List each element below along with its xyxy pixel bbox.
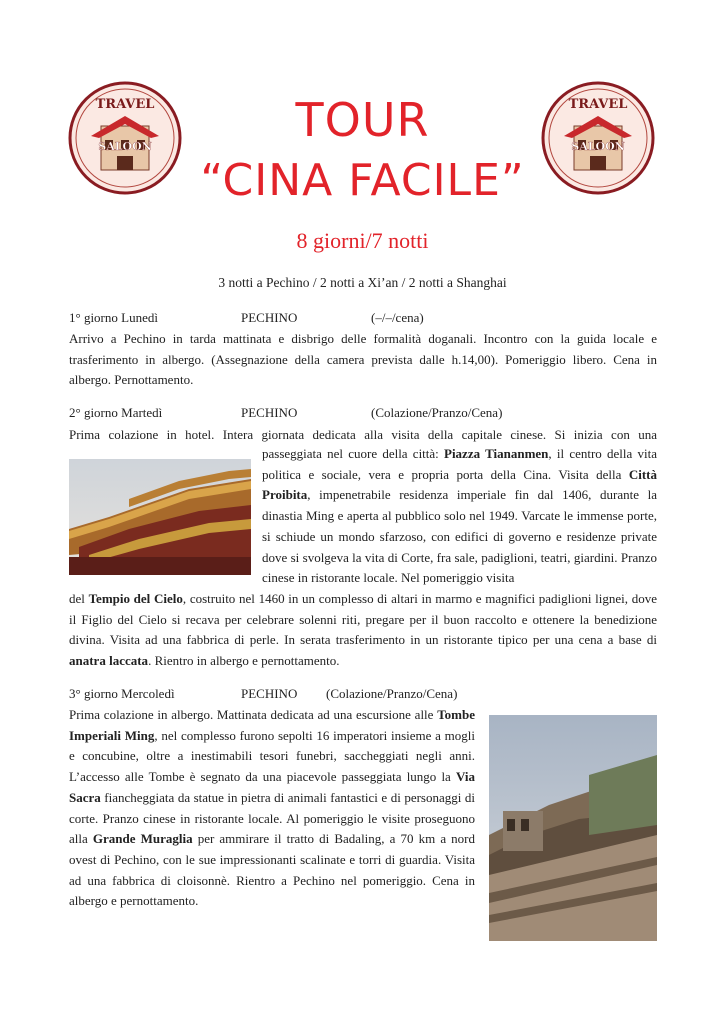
text-run: per ammirare il tratto di Badaling, a 70 km a nord ovest di Pechino, con le sue impressionanti scalinate e torri di guardia. Visita ad una fabbrica di cloisonnè. Rientro a Pechino nel pomeriggio. Cena in albergo e pernottamento. [69, 831, 476, 909]
day-3-header [69, 686, 669, 704]
day-1-label: 1° giorno Lunedì [69, 310, 158, 325]
logo-saloon-text: SALOON [98, 140, 152, 153]
tour-title: TOUR [295, 93, 430, 147]
logo-travel-text: TRAVEL [95, 97, 155, 112]
text-run: passeggiata nel cuore della città: [262, 446, 444, 461]
day-2-meals: (Colazione/Pranzo/Cena) [371, 405, 503, 420]
day-2-label: 2° giorno Martedì [69, 405, 163, 420]
day-2-header [69, 405, 669, 423]
highlighted-place: Via Sacra [69, 769, 475, 805]
text-run: Arrivo a Pechino in tarda mattinata e disbrigo delle formalità doganali. Incontro con la guida locale e trasferimento in albergo. (Assegnazione della camera prevista dalle h.14,00). Pomeriggio libero. Cena in albergo. Pernottamento. [69, 331, 657, 388]
great-wall-photo [489, 715, 657, 941]
logo-saloon-text: SALOON [571, 140, 625, 153]
day-3-label: 3° giorno Mercoledì [69, 686, 175, 701]
highlighted-place: Piazza Tiananmen [444, 446, 549, 461]
tour-nights-summary: 3 notti a Pechino / 2 notti a Xi’an / 2 notti a Shanghai [218, 275, 507, 290]
tour-name: “CINA FACILE” [200, 155, 525, 206]
text-run: fiancheggiata da statue in pietra di animali fantastici e di personaggi di corte. Pranzo cinese in ristorante locale. Al pomeriggio le visite proseguono alla [69, 789, 475, 847]
day-1-meals: (–/–/cena) [371, 310, 424, 325]
day-3-description [69, 705, 475, 912]
text-run: , nel complesso furono sepolti 16 imperatori insieme a mogli e concubine, oltre a inestimabili tesori funebri, saccheggiati negli anni. L’accesso alle Tombe è segnato da una piacevole passeggiata lungo la [69, 727, 475, 785]
day-2-city: PECHINO [241, 405, 298, 420]
day-2-description [262, 444, 657, 589]
highlighted-place: Grande Muraglia [92, 831, 193, 847]
day-3-meals: (Colazione/Pranzo/Cena) [326, 686, 458, 701]
logo-travel-text: TRAVEL [568, 97, 628, 112]
day-3-city: PECHINO [241, 686, 298, 701]
highlighted-place: Tempio del Cielo [88, 591, 183, 606]
text-run: Prima colazione in albergo. Mattinata dedicata ad una escursione alle [69, 707, 438, 722]
day-1-header [69, 310, 669, 328]
tour-duration: 8 giorni/7 notti [296, 228, 429, 253]
highlighted-place: Città Proibita [262, 466, 657, 503]
day-1-city: PECHINO [241, 310, 298, 325]
text-run: . Rientro in albergo e pernottamento. [148, 653, 340, 669]
forbidden-city-photo [69, 459, 251, 575]
highlighted-place: anatra laccata [69, 653, 149, 669]
text-run: del [69, 591, 89, 606]
day-1-description [69, 329, 657, 391]
text-run: , costruito nel 1460 in un complesso di altari in marmo e magnifici padiglioni lignei, dove il Figlio del Cielo si recava per celebrare solenni riti, pregare per il buon raccolto e ottenere la benedizione divina. Visita ad una fabbrica di perle. In serata trasferimento in un ristorante tipico per una cena a base di [69, 591, 657, 648]
text-run: , il centro della vita politica e sociale, vera e propria porta della Cina. Visita della [262, 446, 657, 482]
text-run: , impenetrabile residenza imperiale fin dal 1406, durante la dinastia Ming e aperta al pubblico solo nel 1949. Varcate le immense porte, si schiude un mondo sfarzoso, con edifici di governo e residenze private dove si svolgeva la vita di Corte, fra sale, padiglioni, teatri, giardini. Pranzo cinese in ristorante locale. Nel pomeriggio visita [262, 487, 657, 586]
highlighted-place: Tombe Imperiali Ming [69, 707, 475, 743]
day-2-description-continued [69, 589, 657, 672]
day-2-first-line: Prima colazione in hotel. Intera giornata dedicata alla visita della capitale cinese. Si inizia con una [69, 427, 657, 442]
